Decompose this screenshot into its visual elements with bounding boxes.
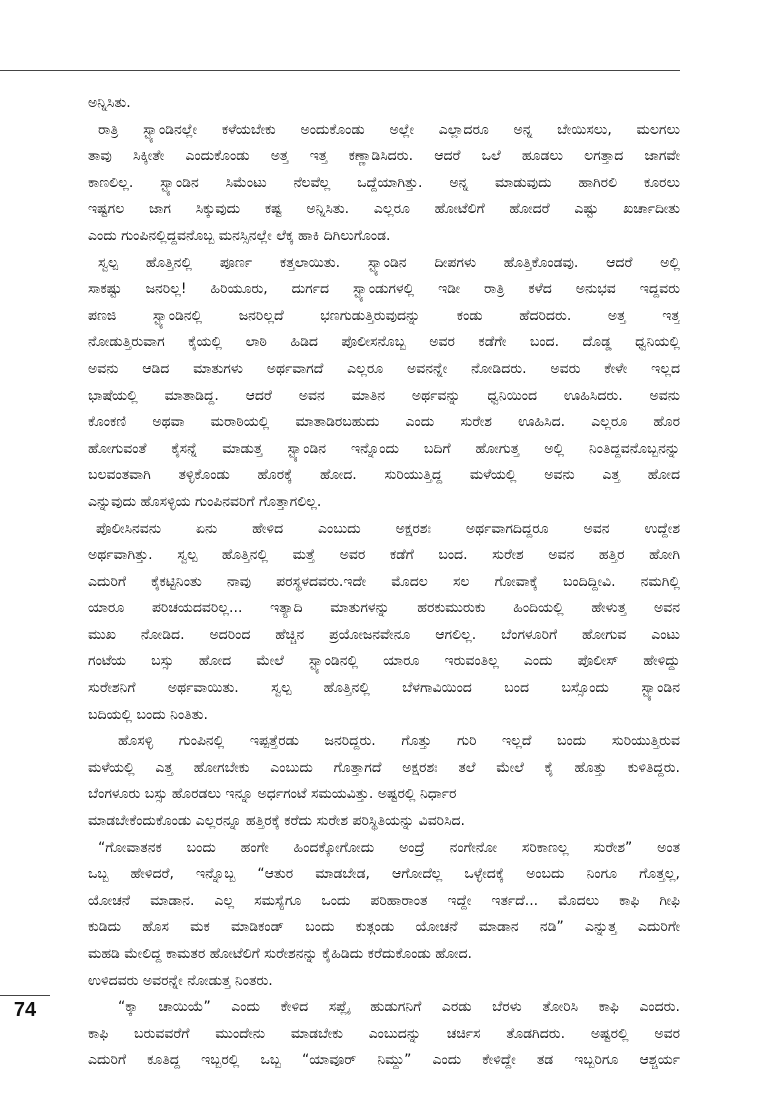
text-line: ಒಬ್ಬ ಹೇಳಿದರೆ, ಇನ್ನೊಬ್ಬ “ಆತುರ ಮಾಡಬೇಡ, ಆಗೋದೆಲ್ಲ ಒಳ್ಳೇದಕ್ಕೆ ಅಂಬದು ನಿಂಗೂ ಗೊತ್ತಲ್ಲ, — [88, 866, 680, 883]
text-line: ಎದುರಿಗೆ ಕೈಕಟ್ಟಿನಿಂತು ನಾವು ಪರಸ್ಥಳದವರು.ಇದೇ ಮೊದಲ ಸಲ ಗೋವಾಕ್ಕೆ ಬಂದಿದ್ದೀವಿ. ನಮಗಿಲ್ಲಿ — [88, 573, 680, 590]
text-line: ಅರ್ಥವಾಗಿತ್ತು. ಸ್ವಲ್ಪ ಹೊತ್ತಿನಲ್ಲಿ ಮತ್ತೆ ಅವರ ಕಡೆಗೆ ಬಂದ. ಸುರೇಶ ಅವನ ಹತ್ತಿರ ಹೋಗಿ — [88, 547, 680, 564]
text-line: ನೋಡುತ್ತಿರುವಾಗ ಕೈಯಲ್ಲಿ ಲಾಠಿ ಹಿಡಿದ ಪೊಲೀಸನೊಬ್ಬ ಅವರ ಕಡೆಗೇ ಬಂದ. ದೊಡ್ಡ ಧ್ವನಿಯಲ್ಲಿ — [88, 334, 680, 351]
text-line: ರಾತ್ರಿ ಸ್ಟ್ಯಾಂಡಿನಲ್ಲೇ ಕಳೆಯಬೇಕು ಅಂದುಕೊಂಡು ಅಲ್ಲೇ ಎಲ್ಲಾದರೂ ಅನ್ನ ಬೇಯಿಸಲು, ಮಲಗಲು — [98, 121, 680, 138]
text-line: “ಕ್ಕಾ ಚಾಯಿಯೆ” ಎಂದು ಕೇಳಿದ ಸಪ್ಲೈ ಹುಡುಗನಿಗೆ ಎರಡು ಬೆರಳು ತೋರಿಸಿ ಕಾಫಿ ಎಂದರು. — [118, 999, 680, 1016]
text-line: ಸುರೇಶನಿಗೆ ಅರ್ಥವಾಯಿತು. ಸ್ವಲ್ಪ ಹೊತ್ತಿನಲ್ಲಿ ಬೆಳಗಾವಿಯಿಂದ ಬಂದ ಬಸ್ಸೊಂದು ಸ್ಟ್ಯಾಂಡಿನ — [88, 680, 680, 697]
text-line: ಯಾರೂ ಪರಿಚಯದವರಿಲ್ಲ... ಇತ್ಯಾದಿ ಮಾತುಗಳನ್ನು ಹರಕುಮುರುಕು ಹಿಂದಿಯಲ್ಲಿ ಹೇಳುತ್ತ ಅವನ — [88, 600, 680, 617]
text-line: ಹೊಸಳ್ಳಿ ಗುಂಪಿನಲ್ಲಿ ಇಪ್ಪತ್ತೆರಡು ಜನರಿದ್ದರು. ಗೊತ್ತು ಗುರಿ ಇಲ್ಲದೆ ಬಂದು ಸುರಿಯುತ್ತಿರುವ — [118, 733, 680, 750]
text-line: ಗಂಟೆಯ ಬಸ್ಸು ಹೋದ ಮೇಲೆ ಸ್ಟ್ಯಾಂಡಿನಲ್ಲಿ ಯಾರೂ ಇರುವಂತಿಲ್ಲ ಎಂದು ಪೊಲೀಸ್ ಹೇಳಿದ್ದು — [88, 653, 680, 670]
text-line: ಮಾಡಬೇಕೆಂದುಕೊಂಡು ಎಲ್ಲರನ್ನೂ ಹತ್ತಿರಕ್ಕೆ ಕರೆದು ಸುರೇಶ ಪರಿಸ್ಥಿತಿಯನ್ನು ವಿವರಿಸಿದ. — [88, 813, 466, 830]
text-line: ಬಲವಂತವಾಗಿ ತಳ್ಳಿಕೊಂಡು ಹೊರಕ್ಕೆ ಹೋದ. ಸುರಿಯುತ್ತಿದ್ದ ಮಳೆಯಲ್ಲಿ ಅವನು ಎತ್ತ ಹೋದ — [88, 467, 680, 484]
text-line: ಇಷ್ಟಗಲ ಜಾಗ ಸಿಕ್ಕುವುದು ಕಷ್ಟ ಅನ್ನಿಸಿತು. ಎಲ್ಲರೂ ಹೋಟೆಲಿಗೆ ಹೋದರೆ ಎಷ್ಟು ಖರ್ಚಾದೀತು — [88, 201, 680, 218]
text-line: ಸ್ವಲ್ಪ ಹೊತ್ತಿನಲ್ಲಿ ಪೂರ್ಣ ಕತ್ತಲಾಯಿತು. ಸ್ಟ್ಯಾಂಡಿನ ದೀಪಗಳು ಹೊತ್ತಿಕೊಂಡವು. ಆದರೆ ಅಲ್ಲಿ — [98, 254, 680, 271]
text-line: ಕುಡಿದು ಹೊಸ ಮಕ ಮಾಡಿಕಂಡ್ ಬಂದು ಕುತ್ಗಂಡು ಯೋಚನೆ ಮಾಡಾನ ನಡಿ” ಎನ್ನುತ್ತ ಎದುರಿಗೇ — [88, 919, 680, 936]
text-line: ಅವನು ಆಡಿದ ಮಾತುಗಳು ಅರ್ಥವಾಗದೆ ಎಲ್ಲರೂ ಅವನನ್ನೇ ನೋಡಿದರು. ಅವರು ಕೇಳೇ ಇಲ್ಲದ — [88, 360, 680, 377]
body-text — [88, 90, 680, 1074]
page-number: 74 — [13, 999, 37, 1021]
text-line: ಎದುರಿಗೆ ಕೂತಿದ್ದ ಇಬ್ಬರಲ್ಲಿ ಒಬ್ಬ “ಯಾವೂರ್ ನಿಮ್ದು” ಎಂದು ಕೇಳಿದ್ದೇ ತಡ ಇಬ್ಬರಿಗೂ ಆಶ್ಚರ್ಯ — [88, 1052, 680, 1069]
text-line: ಬದಿಯಲ್ಲಿ ಬಂದು ನಿಂತಿತು. — [88, 706, 208, 723]
text-line: ಮಹಡಿ ಮೇಲಿದ್ದ ಕಾಮತರ ಹೋಟೆಲಿಗೆ ಸುರೇಶನನ್ನು ಕೈಹಿಡಿದು ಕರೆದುಕೊಂಡು ಹೋದ. — [88, 946, 472, 962]
text-line: ಎಂದು ಗುಂಪಿನಲ್ಲಿದ್ದವನೊಬ್ಬ ಮನಸ್ಸಿನಲ್ಲೇ ಲೆಕ್ಕ ಹಾಕಿ ದಿಗಿಲುಗೊಂಡ. — [88, 227, 391, 244]
text-line: ಬೆಂಗಳೂರು ಬಸ್ಸು ಹೊರಡಲು ಇನ್ನೂ ಅರ್ಧಗಂಟೆ ಸಮಯವಿತ್ತು. ಅಷ್ಟರಲ್ಲಿ ನಿರ್ಧಾರ — [88, 786, 457, 803]
text-line: ಕಾಫಿ ಬರುವವರೆಗೆ ಮುಂದೇನು ಮಾಡಬೇಕು ಎಂಬುದನ್ನು ಚರ್ಚಿಸ ತೊಡಗಿದರು. ಅಷ್ಟರಲ್ಲಿ ಅವರ — [88, 1025, 680, 1042]
header-rule — [0, 70, 680, 71]
text-line: ಅನ್ನಿಸಿತು. — [88, 95, 131, 111]
text-line: “ಗೋವಾತನಕ ಬಂದು ಹಂಗೇ ಹಿಂದಕ್ಕೋಗೋದು ಅಂದ್ರೆ ನಂಗೇನೋ ಸರಿಕಾಣಲ್ಲ ಸುರೇಶ” ಅಂತ — [98, 839, 680, 856]
text-line: ಉಳಿದವರು ಅವರನ್ನೇ ನೋಡುತ್ತ ನಿಂತರು. — [88, 972, 273, 989]
text-line: ತಾವು ಸಿಕ್ಕೀತೇ ಎಂದುಕೊಂಡು ಅತ್ತ ಇತ್ತ ಕಣ್ಣಾಡಿಸಿದರು. ಆದರೆ ಒಲೆ ಹೂಡಲು ಲಗತ್ತಾದ ಜಾಗವೇ — [88, 148, 680, 165]
text-line: ಕೊಂಕಣಿ ಅಥವಾ ಮರಾಠಿಯಲ್ಲಿ ಮಾತಾಡಿರಬಹುದು ಎಂದು ಸುರೇಶ ಊಹಿಸಿದ. ಎಲ್ಲರೂ ಹೊರ — [88, 414, 680, 431]
text-line: ಪೊಲೀಸಿನವನು ಏನು ಹೇಳಿದ ಎಂಬುದು ಅಕ್ಷರಶಃ ಅರ್ಥವಾಗದಿದ್ದರೂ ಅವನ ಉದ್ದೇಶ — [96, 520, 680, 537]
text-line: ಸಾಕಷ್ಟು ಜನರಿಲ್ಲ! ಹಿರಿಯೂರು, ದುರ್ಗದ ಸ್ಟ್ಯಾಂಡುಗಳಲ್ಲಿ ಇಡೀ ರಾತ್ರಿ ಕಳೆದ ಅನುಭವ ಇದ್ದವರು — [88, 281, 680, 298]
text-line: ಮಳೆಯಲ್ಲಿ ಎತ್ತ ಹೋಗಬೇಕು ಎಂಬುದು ಗೊತ್ತಾಗದೆ ಅಕ್ಷರಶಃ ತಲೆ ಮೇಲೆ ಕೈ ಹೊತ್ತು ಕುಳಿತಿದ್ದರು. — [88, 759, 680, 776]
text-line: ಪಣಜಿ ಸ್ಟ್ಯಾಂಡಿನಲ್ಲಿ ಜನರಿಲ್ಲದೆ ಭಣಗುಡುತ್ತಿರುವುದನ್ನು ಕಂಡು ಹೆದರಿದರು. ಅತ್ತ ಇತ್ತ — [88, 307, 680, 324]
text-line: ಮುಖ ನೋಡಿದ. ಅದರಿಂದ ಹೆಚ್ಚಿನ ಪ್ರಯೋಜನವೇನೂ ಆಗಲಿಲ್ಲ. ಬೆಂಗಳೂರಿಗೆ ಹೋಗುವ ಎಂಟು — [88, 626, 680, 643]
text-line: ಭಾಷೆಯಲ್ಲಿ ಮಾತಾಡಿದ್ದ. ಆದರೆ ಅವನ ಮಾತಿನ ಅರ್ಥವನ್ನು ಧ್ವನಿಯಿಂದ ಊಹಿಸಿದರು. ಅವನು — [88, 387, 680, 404]
text-line: ಯೋಚನೆ ಮಾಡಾನ. ಎಲ್ಲ ಸಮಸ್ಯೆಗೂ ಒಂದು ಪರಿಹಾರಾಂತ ಇದ್ದೇ ಇರ್ತದೆ... ಮೊದಲು ಕಾಫಿ ಗೀಫಿ — [88, 892, 680, 909]
text-line: ಎನ್ನುವುದು ಹೊಸಳ್ಳಿಯ ಗುಂಪಿನವರಿಗೆ ಗೊತ್ತಾಗಲಿಲ್ಲ. — [88, 493, 322, 510]
text-line: ಕಾಣಲಿಲ್ಲ. ಸ್ಟ್ಯಾಂಡಿನ ಸಿಮೆಂಟು ನೆಲವೆಲ್ಲ ಒದ್ದೆಯಾಗಿತ್ತು. ಅನ್ನ ಮಾಡುವುದು ಹಾಗಿರಲಿ ಕೂರಲು — [88, 174, 680, 191]
text-line: ಹೋಗುವಂತೆ ಕೈಸನ್ನೆ ಮಾಡುತ್ತ ಸ್ಟ್ಯಾಂಡಿನ ಇನ್ನೊಂದು ಬದಿಗೆ ಹೋಗುತ್ತ ಅಲ್ಲಿ ನಿಂತಿದ್ದವನೊಬ್ಬನನ್ನು — [88, 440, 680, 457]
